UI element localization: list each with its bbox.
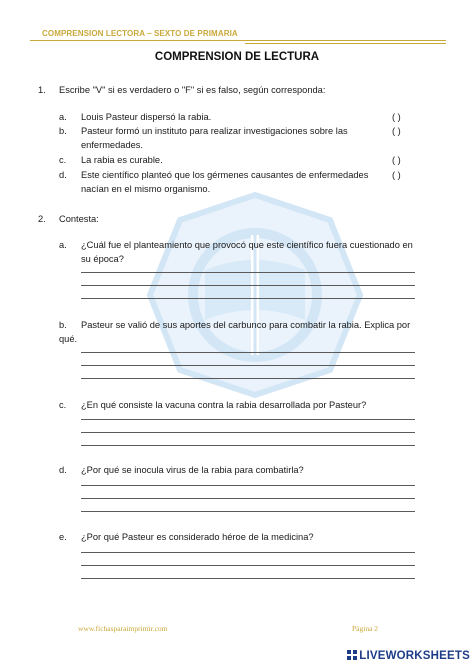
liveworksheets-brand[interactable] [347, 650, 470, 662]
q2-item-text-cont: qué. [59, 334, 78, 344]
header-rule [30, 40, 446, 41]
header-title: COMPRENSION LECTORA – SEXTO DE PRIMARIA [42, 29, 238, 38]
answer-line[interactable] [81, 352, 415, 353]
q2-item-letter: a. [59, 240, 67, 250]
answer-line[interactable] [81, 445, 415, 446]
q2-item-letter: d. [59, 465, 67, 475]
answer-box[interactable]: ( ) [392, 155, 401, 165]
answer-box[interactable]: ( ) [392, 112, 401, 122]
q1-item-text: La rabia es curable. [81, 155, 163, 165]
q1-item-letter: d. [59, 170, 67, 180]
answer-line[interactable] [81, 511, 415, 512]
page-title: COMPRENSION DE LECTURA [154, 51, 320, 63]
answer-line[interactable] [81, 578, 415, 579]
q2-item-text: ¿En qué consiste la vacuna contra la rabia desarrollada por Pasteur? [81, 400, 367, 410]
liveworksheets-label: LIVEWORKSHEETS [359, 650, 470, 662]
q2-item-text: Pasteur se valió de sus aportes del carbunco para combatir la rabia. Explica por [81, 320, 411, 330]
answer-line[interactable] [81, 378, 415, 379]
q1-item-text: Este científico planteó que los gérmenes causantes de enfermedades [81, 170, 369, 180]
q2-item-text: ¿Por qué Pasteur es considerado héroe de la medicina? [81, 532, 314, 542]
q2-item-text: ¿Cuál fue el planteamiento que provocó que este científico fuera cuestionado en [81, 240, 413, 250]
answer-line[interactable] [81, 498, 415, 499]
q1-item-text: Louis Pasteur dispersó la rabia. [81, 112, 212, 122]
page-number: Página 2 [352, 624, 379, 633]
q2-number: 2. [38, 214, 46, 224]
answer-line[interactable] [81, 365, 415, 366]
q1-item-letter: a. [59, 112, 67, 122]
q2-instruction: Contesta: [59, 214, 99, 224]
q2-item-letter: b. [59, 320, 67, 330]
answer-line[interactable] [81, 552, 415, 553]
q1-instruction: Escribe "V" si es verdadero o "F" si es falso, según corresponda: [59, 85, 326, 95]
q2-item-text: ¿Por qué se inocula virus de la rabia para combatirla? [81, 465, 304, 475]
answer-box[interactable]: ( ) [392, 126, 401, 136]
answer-line[interactable] [81, 419, 415, 420]
answer-box[interactable]: ( ) [392, 170, 401, 180]
answer-line[interactable] [81, 565, 415, 566]
book-emblem-watermark-icon [145, 190, 365, 400]
q1-item-letter: b. [59, 126, 67, 136]
answer-line[interactable] [81, 432, 415, 433]
q2-item-letter: c. [59, 400, 67, 410]
q1-item-text: Pasteur formó un instituto para realizar investigaciones sobre las [81, 126, 348, 136]
answer-line[interactable] [81, 298, 415, 299]
footer-website-link[interactable]: www.fichasparaimprimir.com [78, 624, 168, 633]
answer-line[interactable] [81, 272, 415, 273]
q1-item-text-cont: nacían en el mismo organismo. [81, 184, 211, 194]
q2-item-letter: e. [59, 532, 67, 542]
q1-number: 1. [38, 85, 46, 95]
header-rule-secondary [245, 43, 446, 44]
q2-item-text-cont: su época? [81, 254, 124, 264]
answer-line[interactable] [81, 485, 415, 486]
q1-item-letter: c. [59, 155, 67, 165]
q1-item-text-cont: enfermedades. [81, 140, 144, 150]
answer-line[interactable] [81, 285, 415, 286]
liveworksheets-logo-icon [347, 650, 357, 660]
